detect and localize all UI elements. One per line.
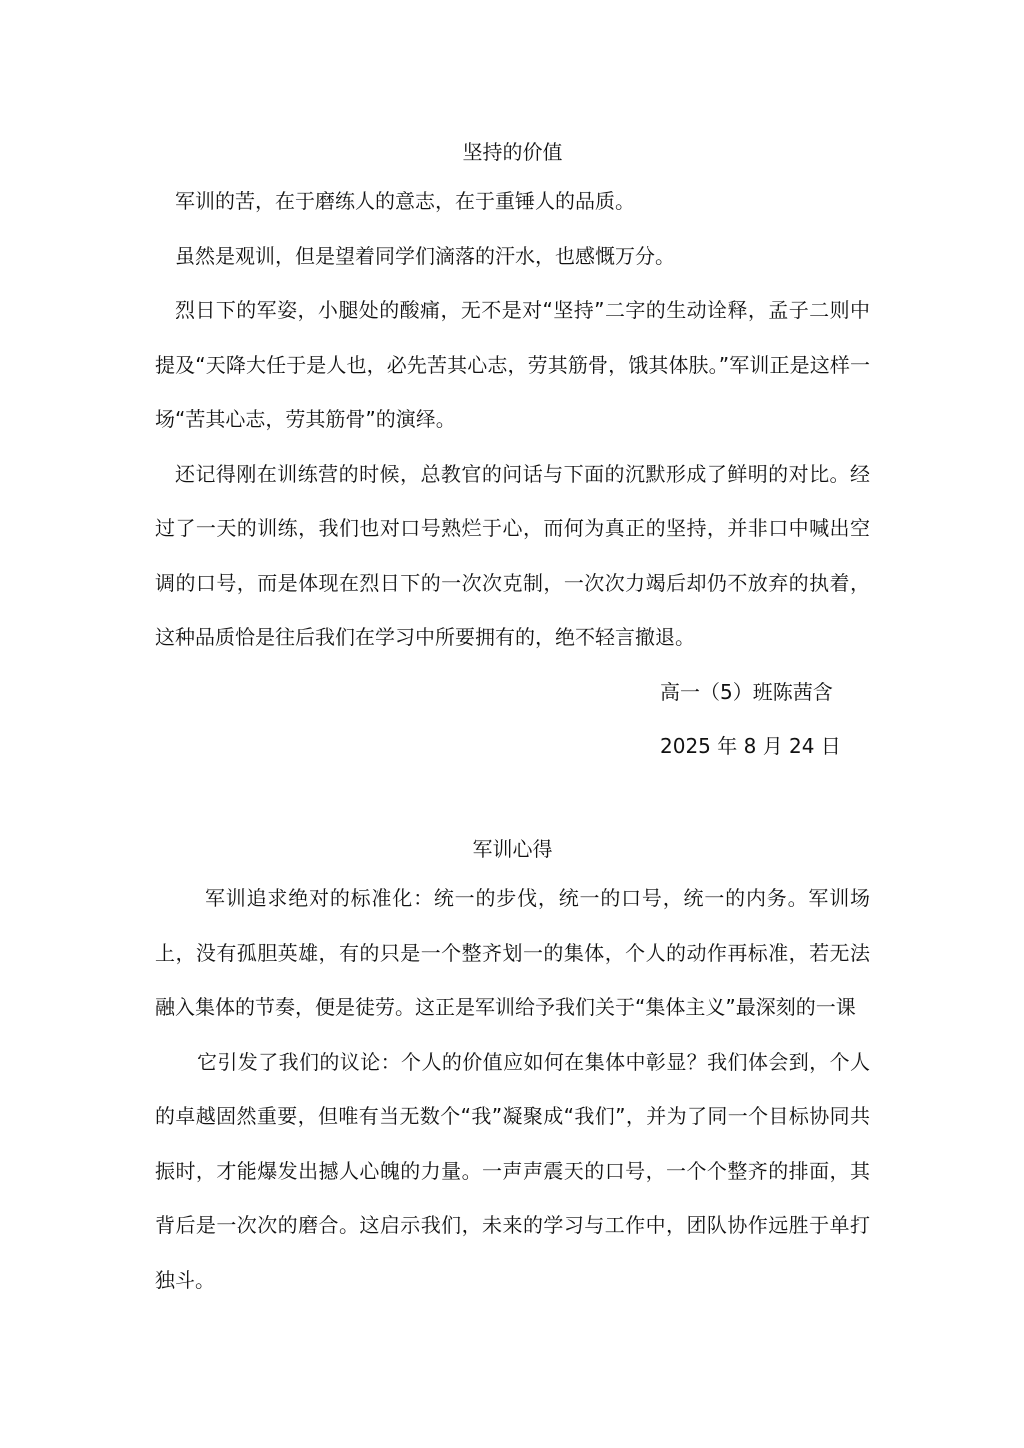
essay-title: 坚持的价值 <box>462 140 563 164</box>
essay-paragraph: 烈日下的军姿，小腿处的酸痛，无不是对“坚持”二字的生动诠释，孟子二则中提及“天降大任于是人也，必先苦其心志，劳其筋骨，饿其体肤。”军训正是这样一场“苦其心志，劳其筋骨”的演绎。 <box>155 298 870 431</box>
essay-paragraph: 军训追求绝对的标准化：统一的步伐，统一的口号，统一的内务。军训场上，没有孤胆英雄，有的只是一个整齐划一的集体，个人的动作再标准，若无法融入集体的节奏，便是徒劳。这正是军训给予我们关于“集体主义”最深刻的一课 <box>155 886 870 1019</box>
essay-paragraph: 还记得刚在训练营的时候，总教官的问话与下面的沉默形成了鲜明的对比。经过了一天的训练，我们也对口号熟烂于心，而何为真正的坚持，并非口中喊出空调的口号，而是体现在烈日下的一次次克制，一次次力竭后却仍不放弃的执着，这种品质恰是往后我们在学习中所要拥有的，绝不轻言撤退。 <box>155 461 870 649</box>
author-signature: 高一（5）班陈茜含 <box>660 679 833 704</box>
essay-persistence <box>155 130 870 774</box>
essay-paragraph: 它引发了我们的议论：个人的价值应如何在集体中彰显？我们体会到，个人的卓越固然重要，但唯有当无数个“我”凝聚成“我们”，并为了同一个目标协同共振时，才能爆发出撼人心魄的力量。一声声震天的口号，一个个整齐的排面，其背后是一次次的磨合。这启示我们，未来的学习与工作中，团队协作远胜于单打独斗。 <box>155 1049 870 1292</box>
essay-title: 军训心得 <box>472 837 553 861</box>
essay-paragraph: 军训的苦，在于磨练人的意志，在于重锤人的品质。 <box>175 189 635 213</box>
signature-date: 2025 年 8 月 24 日 <box>660 734 841 758</box>
essay-military-training <box>155 827 870 1307</box>
essay-paragraph: 虽然是观训，但是望着同学们滴落的汗水，也感慨万分。 <box>175 243 675 268</box>
